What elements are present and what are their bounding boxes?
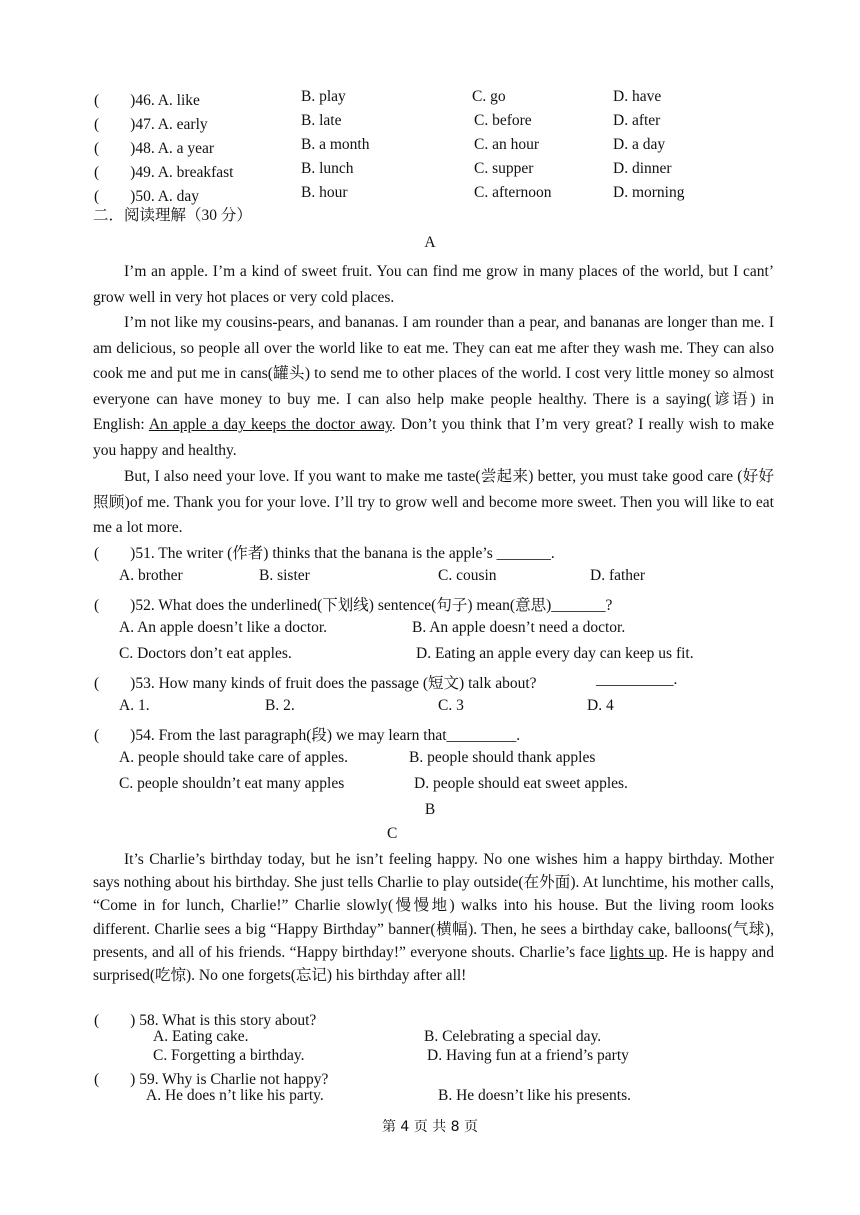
- cloze-row-46: [94, 88, 794, 110]
- cloze-option-a: ( )50. A. day: [94, 188, 200, 205]
- passage-a-label: A: [424, 234, 436, 251]
- cloze-option-a: ( )47. A. early: [94, 116, 208, 133]
- q54-option-a: A. people should take care of apples.: [119, 749, 348, 766]
- cloze-option-d: D. after: [613, 112, 661, 129]
- page-footer: 第 4 页 共 8 页: [381, 1119, 479, 1135]
- cloze-option-a: ( )48. A. a year: [94, 140, 215, 157]
- q58-option-c: C. Forgetting a birthday.: [153, 1047, 305, 1064]
- q52-option-b: B. An apple doesn’t need a doctor.: [412, 619, 626, 636]
- cloze-row-47: [94, 112, 794, 134]
- cloze-row-48: [94, 136, 794, 158]
- cloze-option-a: ( )46. A. like: [94, 92, 200, 109]
- q53-blank: __________.: [596, 671, 678, 688]
- paragraph-text: . He is happy and surprised(吃惊). No one forgets(忘记) his birthday after all!: [93, 943, 774, 985]
- q54-option-d: D. people should eat sweet apples.: [414, 775, 628, 792]
- cloze-row-50: [94, 184, 794, 206]
- paragraph-text: It’s Charlie’s birthday today, but he isn’t feeling happy. No one wishes him a happy birthday. Mother says nothing about his birthday. She just tells Charlie to play outside(在外面). At lunchtime, his mother calls, “Come in for lunch, Charlie!” Charlie slowly(慢慢地) walks into his house. But the living room looks different. Charlie sees a big “Happy Birthday” banner(横幅). Then, he sees a birthday cake, balloons(气球), presents, and all of his friends. “Happy birthday!” everyone shouts. Charlie’s face: [93, 851, 774, 961]
- paragraph-text: . Don’t you think that I’m very great? I really wish to make you happy and healthy.: [93, 416, 774, 459]
- question-54: ( )54. From the last paragraph(段) we may learn that_________.: [94, 727, 521, 744]
- q53-option-b: B. 2.: [265, 697, 295, 714]
- cloze-option-a: ( )49. A. breakfast: [94, 164, 234, 181]
- passage-c-paragraph: [93, 848, 774, 987]
- q58-option-a: A. Eating cake.: [153, 1028, 249, 1045]
- underlined-sentence: An apple a day keeps the doctor away: [148, 416, 392, 434]
- cloze-option-c: C. an hour: [474, 136, 540, 153]
- q53-option-a: A. 1.: [119, 697, 150, 714]
- cloze-option-c: C. supper: [474, 160, 534, 177]
- section-title: 二．阅读理解（30 分）: [93, 207, 252, 224]
- q54-option-c: C. people shouldn’t eat many apples: [119, 775, 345, 792]
- passage-b-label: B: [424, 801, 436, 818]
- q53-option-d: D. 4: [587, 697, 614, 714]
- paragraph-text: I’m not like my cousins-pears, and bananas. I am rounder than a pear, and bananas are longer than me. I am delicious, so people all over the world like to eat me. They can eat me after they wash me. They can also cook me and put me in cans(罐头) to send me to other places of the world. I cost very little money so almost everyone can have money to buy me. I can also help make people healthy. There is a saying(谚语) in English:: [93, 314, 774, 434]
- cloze-option-d: D. dinner: [613, 160, 672, 177]
- passage-a-paragraph-3: But, I also need your love. If you want to make me taste(尝起来) better, you must take good care (好好照顾)of me. Thank you for your love. I’ll try to grow well and become more sweet. Then you will like to eat me a lot more.: [93, 468, 774, 537]
- passage-a-paragraph-1: I’m an apple. I’m a kind of sweet fruit. You can find me grow in many places of the world, but I cant’ grow well in very hot places or very cold places.: [93, 263, 774, 306]
- q51-option-a: A. brother: [119, 567, 183, 584]
- question-53: ( )53. How many kinds of fruit does the passage (短文) talk about?: [94, 675, 537, 692]
- cloze-option-b: B. play: [301, 88, 346, 105]
- cloze-option-c: C. go: [472, 88, 506, 105]
- q59-option-b: B. He doesn’t like his presents.: [438, 1087, 632, 1104]
- q51-option-c: C. cousin: [438, 567, 497, 584]
- question-51: ( )51. The writer (作者) thinks that the banana is the apple’s _______.: [94, 545, 555, 562]
- question-58: ( ) 58. What is this story about?: [94, 1012, 317, 1029]
- cloze-option-b: B. lunch: [301, 160, 354, 177]
- passage-c-label: C: [387, 825, 398, 842]
- cloze-option-d: D. have: [613, 88, 662, 105]
- q58-option-d: D. Having fun at a friend’s party: [427, 1047, 629, 1064]
- question-52: ( )52. What does the underlined(下划线) sentence(句子) mean(意思)_______?: [94, 597, 613, 614]
- q58-option-b: B. Celebrating a special day.: [424, 1028, 602, 1045]
- q53-option-c: C. 3: [438, 697, 464, 714]
- cloze-option-c: C. before: [474, 112, 532, 129]
- q51-option-d: D. father: [590, 567, 646, 584]
- q52-option-d: D. Eating an apple every day can keep us fit.: [416, 645, 694, 662]
- cloze-option-b: B. hour: [301, 184, 348, 201]
- underlined-phrase: lights up: [609, 943, 665, 961]
- cloze-option-d: D. morning: [613, 184, 685, 201]
- q54-option-b: B. people should thank apples: [409, 749, 596, 766]
- cloze-option-d: D. a day: [613, 136, 666, 153]
- cloze-option-b: B. a month: [301, 136, 370, 153]
- cloze-option-c: C. afternoon: [474, 184, 552, 201]
- passage-a-paragraph-2: [93, 310, 774, 464]
- q52-option-a: A. An apple doesn’t like a doctor.: [119, 619, 328, 636]
- cloze-option-b: B. late: [301, 112, 342, 129]
- cloze-row-49: [94, 160, 794, 182]
- q52-option-c: C. Doctors don’t eat apples.: [119, 645, 292, 662]
- q51-option-b: B. sister: [259, 567, 310, 584]
- q59-option-a: A. He does n’t like his party.: [146, 1087, 324, 1104]
- question-59: ( ) 59. Why is Charlie not happy?: [94, 1071, 329, 1088]
